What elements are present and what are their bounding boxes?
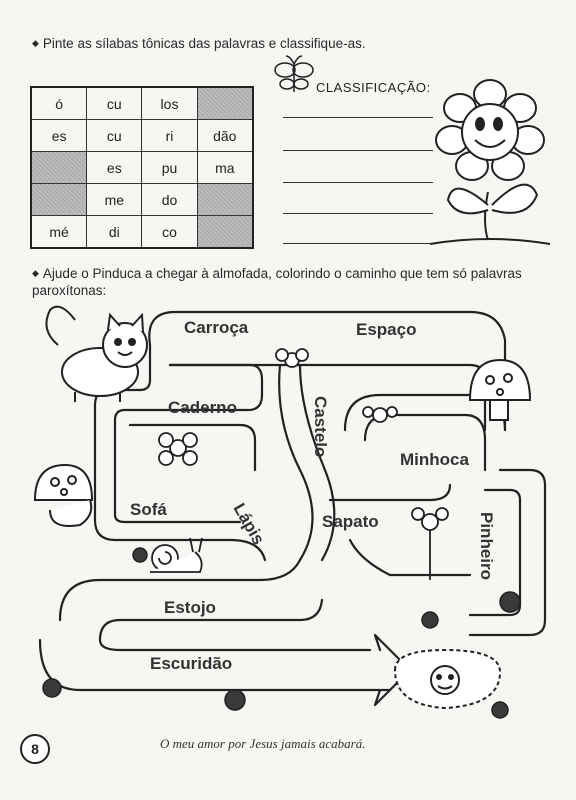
maze-word-lapis[interactable]: Lápis bbox=[229, 500, 269, 548]
instruction-second-line2: paroxítonas: bbox=[32, 283, 107, 298]
syllable-cell[interactable]: ó bbox=[31, 87, 87, 120]
maze-word-escuridao[interactable]: Escuridão bbox=[150, 654, 233, 673]
maze-word-caderno[interactable]: Caderno bbox=[168, 398, 237, 417]
syllable-cell[interactable]: cu bbox=[87, 120, 142, 152]
cat-icon bbox=[46, 307, 147, 402]
maze-word-castelo[interactable]: Castelo bbox=[311, 396, 330, 458]
syllable-cell[interactable]: es bbox=[31, 120, 87, 152]
syllable-cell[interactable]: dão bbox=[197, 120, 253, 152]
cushion-icon bbox=[395, 650, 500, 708]
maze-word-sapato[interactable]: Sapato bbox=[322, 512, 379, 531]
maze-word-minhoca[interactable]: Minhoca bbox=[400, 450, 469, 469]
syllable-cell[interactable]: los bbox=[142, 87, 197, 120]
instruction-first-text: Pinte as sílabas tônicas das palavras e classifique-as. bbox=[42, 36, 366, 51]
syllable-cell[interactable]: do bbox=[142, 184, 197, 216]
maze-word-estojo[interactable]: Estojo bbox=[164, 598, 216, 617]
maze-word-sofa[interactable]: Sofá bbox=[130, 500, 167, 519]
instruction-second-line1: Ajude o Pinduca a chegar à almofada, colorindo o caminho que tem só palavras bbox=[42, 266, 522, 281]
maze-word-pinheiro[interactable]: Pinheiro bbox=[477, 512, 496, 581]
syllable-cell[interactable]: pu bbox=[142, 152, 197, 184]
butterfly-icon bbox=[275, 56, 313, 92]
syllable-cell[interactable]: co bbox=[142, 216, 197, 249]
maze-word-carroca[interactable]: Carroça bbox=[184, 318, 249, 337]
snail-icon bbox=[150, 538, 202, 572]
mushroom-icon bbox=[470, 360, 530, 420]
mushroom-icon bbox=[35, 465, 92, 526]
syllable-cell[interactable]: es bbox=[87, 152, 142, 184]
syllable-cell[interactable]: mé bbox=[31, 216, 87, 249]
bullet-icon: ◆ bbox=[32, 268, 39, 278]
classification-title: CLASSIFICAÇÃO: bbox=[316, 80, 431, 95]
footer-text: O meu amor por Jesus jamais acabará. bbox=[160, 736, 366, 751]
flower-icon bbox=[430, 80, 550, 244]
maze-word-espaco[interactable]: Espaço bbox=[356, 320, 417, 339]
syllable-cell[interactable]: cu bbox=[87, 87, 142, 120]
bullet-icon: ◆ bbox=[32, 38, 39, 48]
syllable-cell[interactable]: ma bbox=[197, 152, 253, 184]
syllable-cell[interactable]: me bbox=[87, 184, 142, 216]
syllable-cell[interactable]: di bbox=[87, 216, 142, 249]
page-number: 8 bbox=[20, 734, 50, 764]
syllable-cell[interactable]: ri bbox=[142, 120, 197, 152]
